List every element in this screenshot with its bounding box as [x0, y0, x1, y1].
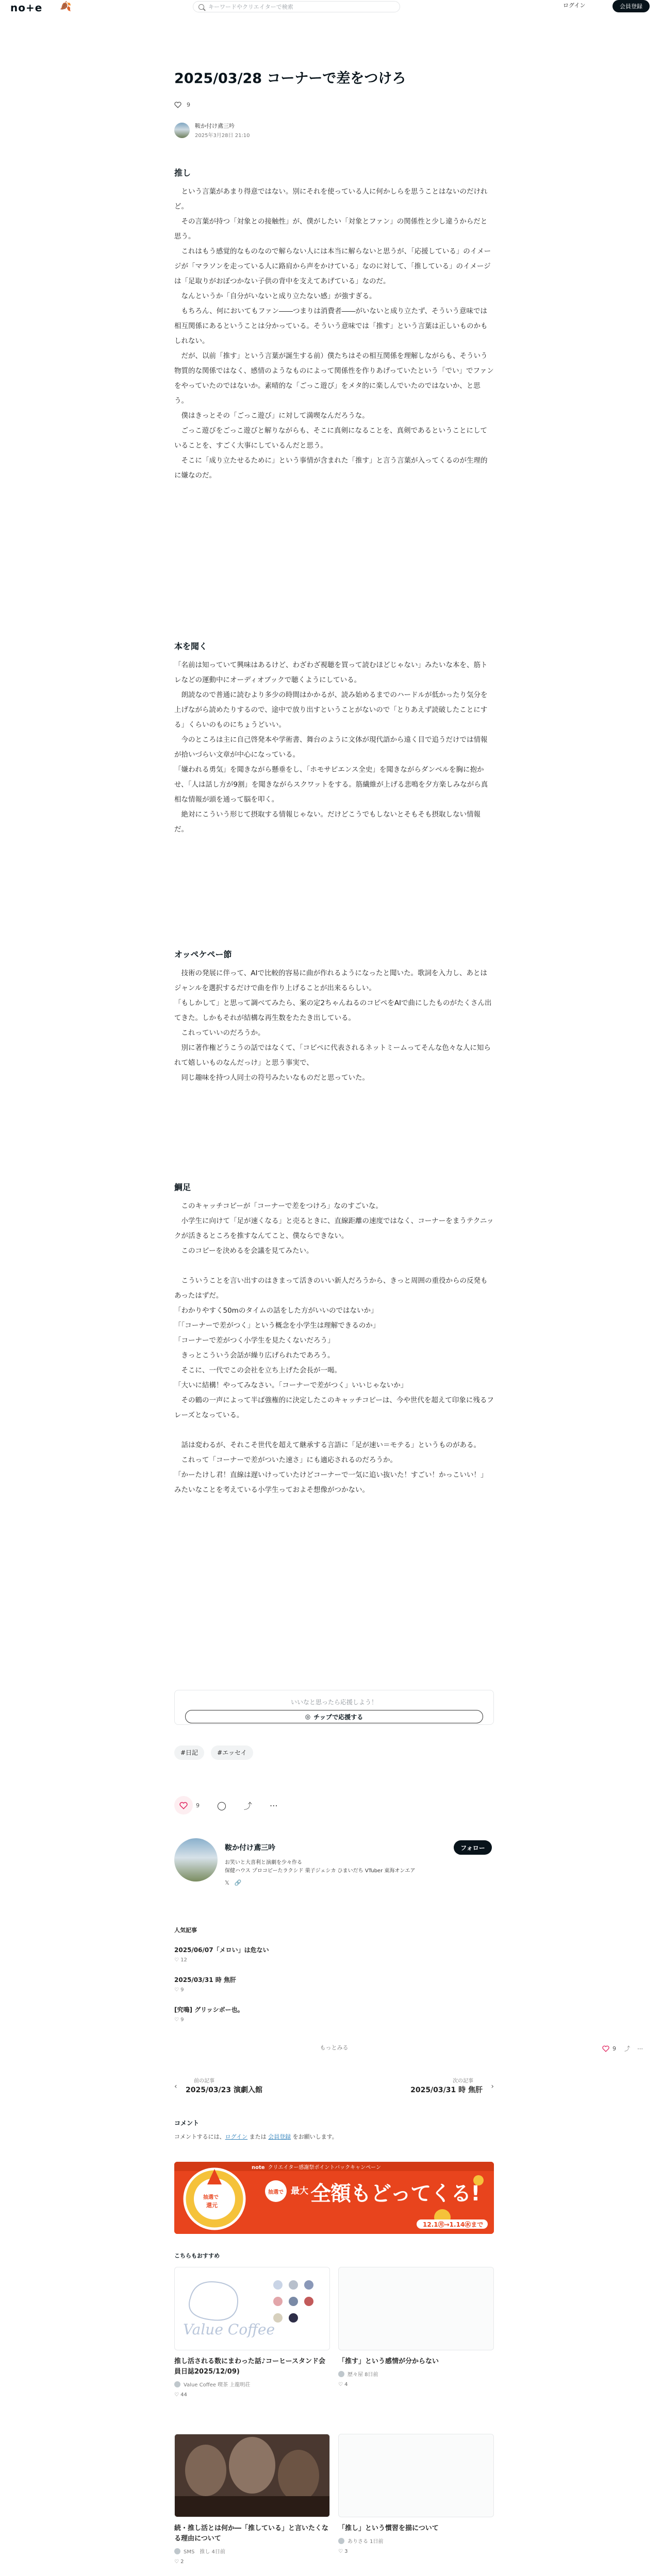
tip-button-label: チップで応援する — [313, 1713, 363, 1721]
card-author-name: Value Coffee 喫茶 上龍明荘 — [184, 2382, 251, 2388]
tag-chip[interactable]: #日記 — [174, 1745, 204, 1760]
paragraph: これって「コーナーで差がついた速さ」にも適応されるのだろうか。 — [174, 1456, 397, 1464]
more-icon[interactable]: ⋯ — [637, 2045, 643, 2052]
section-body — [174, 1199, 494, 1498]
like-count: 3 — [344, 2549, 348, 2554]
paragraph: このコピーを決めるを会議を見てみたい。 — [174, 1247, 313, 1255]
paragraph: そこに、一代でこの会社を立ち上げた会長が一喝。 — [174, 1366, 341, 1375]
comment-note-text: をお願いします。 — [291, 2133, 338, 2140]
login-button[interactable]: ログイン — [563, 2, 586, 9]
avatar — [174, 2381, 180, 2387]
popular-item-likes: ♡ 12 — [174, 1957, 187, 1963]
card-likes: ♡ 4 — [338, 2382, 348, 2387]
avatar[interactable] — [174, 1838, 218, 1882]
event-emoji-icon[interactable]: 🍂 — [60, 1, 72, 12]
like-count: 12 — [180, 1957, 187, 1963]
comment-note-text: または — [247, 2133, 269, 2140]
paragraph: 「「コーナーで差がつく」という概念を小学生は理解できるのか」 — [174, 1321, 380, 1330]
paragraph: 「わかりやすく50mのタイムの話をした方がいいのではないか」 — [174, 1307, 378, 1315]
card-likes: ♡ 3 — [338, 2549, 348, 2554]
card-likes: ♡ 44 — [174, 2392, 187, 2398]
article-like-row — [174, 101, 494, 108]
card-author-name: 歴々屋 8日前 — [347, 2372, 378, 2378]
chevron-right-icon: › — [491, 2082, 494, 2091]
support-box — [174, 1690, 494, 1725]
search-placeholder: キーワードやクリエイターで検索 — [208, 4, 293, 10]
recommend-card[interactable] — [174, 2267, 330, 2398]
card-thumbnail — [338, 2267, 494, 2350]
campaign-banner[interactable] — [174, 2162, 494, 2234]
like-count: 9 — [613, 2045, 616, 2052]
popular-item-title: 2025/06/07「メロい」は危ない — [174, 1946, 269, 1954]
section-heading: オッペケペー節 — [174, 950, 232, 959]
tag-chip[interactable]: #エッセイ — [211, 1745, 253, 1760]
paragraph: 今のところは主に自己啓発本や学術書、舞台のように文体が現代語から遠く目で追うだけでは情報が拾いづらい文章が中心になっている。 — [174, 736, 488, 759]
comment-note — [174, 2132, 494, 2141]
banner-sub: 抽選で — [265, 2180, 287, 2202]
paragraph: 「かーたけし君！直線は遅いけっていたけどコーナーで一気に追い抜いた！すごい！かっこいい！」みたいなことを考えている小学生っておよそ想像がつかない。 — [174, 1471, 488, 1494]
banner-badge: note — [252, 2165, 265, 2171]
share-icon[interactable]: ⤴ — [624, 2045, 630, 2052]
like-count: 9 — [180, 2017, 184, 2023]
comment-note-text: コメントするには、 — [174, 2133, 225, 2140]
popular-item-title: 2025/03/31 時 焦肝 — [174, 1976, 236, 1984]
like-count: 9 — [196, 1802, 200, 1809]
banner-line1: クリエイター感謝祭ポイントバックキャンペーン — [268, 2165, 381, 2171]
paragraph: 小学生に向けて「足が速くなる」と売るときに、直線距離の速度ではなく、コーナーをまうテクニックが活きるところを推すなんてこと、僕ならできない。 — [174, 1217, 494, 1240]
paragraph: その言葉が持つ「対象との接触性」が、僕がしたい「対象とファン」の関係性と少し違うからだと思う。 — [174, 217, 488, 241]
popular-articles — [174, 1926, 494, 1934]
section-2 — [174, 640, 494, 837]
card-thumbnail — [338, 2434, 494, 2517]
comment-section — [174, 2119, 494, 2141]
paragraph: 同じ趣味を持つ人同士の符号みたいなものだと思っていた。 — [174, 1074, 369, 1082]
comment-heading: コメント — [174, 2120, 200, 2127]
paragraph: 絶対にこういう形じて摂取する情報じゃない。だけどこうでもしないとそもそも摂取しない情報だ。 — [174, 810, 481, 834]
page-title: 2025/03/28 コーナーで差をつけろ — [174, 71, 406, 87]
paragraph: だが、以前「推す」という言葉が誕生する前）僕たちはその相互関係を理解しながらも、そういう物質的な関係ではなく、感情のようなものによって関係性を作りあげっていたという「でい」でファンをやっていたのではないか。素晴的な「ごっこ遊び」をメタ的に楽しんでいたのではないか、と思う。 — [174, 352, 494, 405]
search-input[interactable] — [193, 1, 400, 12]
card-title: 推し活される数にまわった話♪コーヒースタンド会員日誌2025/12/09) — [174, 2358, 325, 2376]
card-author — [338, 2537, 494, 2545]
section-body — [174, 184, 494, 483]
popular-item-likes: ♡ 9 — [174, 1987, 184, 1993]
section-3 — [174, 948, 494, 1086]
recommend-card[interactable] — [174, 2434, 330, 2565]
more-icon[interactable]: ⋯ — [269, 1800, 278, 1810]
card-likes: ♡ 2 — [174, 2559, 184, 2565]
author-row — [174, 122, 494, 139]
like-count: 9 — [187, 101, 190, 108]
x-icon[interactable]: 𝕏 — [225, 1879, 229, 1886]
list-item[interactable] — [174, 1975, 494, 1993]
creator-bio: 保健ハウス プロコピーたラクシド 菓子ジェシカ ひまいだち VTuber 東海オンエア — [225, 1868, 416, 1874]
tag-list — [174, 1745, 494, 1760]
banner-headline — [252, 2163, 381, 2171]
paragraph-spacer — [174, 1259, 494, 1274]
heart-icon[interactable] — [174, 101, 181, 108]
top-bar — [0, 0, 662, 14]
signup-button[interactable]: 会員登録 — [613, 0, 650, 12]
paragraph: もちろん、何においてもファン――つまりは消費者――がいないと成り立たず、そういう意味では相互関係にあるということは分かっている。そういう意味では「推す」という言葉は正しいものかもしれない。 — [174, 307, 488, 345]
paragraph: その鶴の一声によって半ば強権的に決定したこのキャッチコピーは、今や世代を超えて印象に残るフレーズとなっている。 — [174, 1396, 494, 1419]
section-4 — [174, 1181, 494, 1498]
list-item[interactable] — [174, 2005, 494, 2023]
follow-button[interactable]: フォロー — [454, 1840, 492, 1855]
article-header — [174, 69, 494, 89]
action-row — [174, 1796, 494, 1815]
popular-item-title: [究鳴] グリッシボー也。 — [174, 2006, 244, 2013]
creator-name[interactable]: 鞍か付け鳶三吟 — [225, 1844, 275, 1852]
recommend-heading: こちらもおすすめ — [174, 2252, 220, 2259]
publish-date: 2025年3月28日 21:10 — [195, 133, 250, 139]
paragraph: きっとこういう会話が繰り広げられたであろう。 — [174, 1351, 335, 1360]
banner-period: 12.1㊊→1.14㊌まで — [423, 2221, 484, 2228]
card-author — [174, 2547, 330, 2555]
paragraph: これはもう感覚的なものなので解らない人には本当に解らないと思うが、「応援している」のイメージが「マラソンを走っている人に路肩から声をかけている」なのに対して、「推している」のイメージは「足取りがおぼつかない子供の背中を支えてあげている」なのだ。 — [174, 247, 491, 285]
card-author — [338, 2370, 494, 2378]
card-thumbnail — [174, 2434, 330, 2517]
paragraph: ごっこ遊びをごっこ遊びと解りながらも、そこに真剣になることを、真剣であるということにしていることを、すごく大事にしているんだと思う。 — [174, 427, 487, 450]
paragraph-spacer — [174, 1423, 494, 1438]
side-like-bar — [602, 2044, 643, 2053]
section-heading: 鯛足 — [174, 1182, 191, 1192]
signup-link[interactable]: 会員登録 — [268, 2133, 291, 2140]
share-icon[interactable]: ⤴ — [243, 1801, 252, 1811]
popular-heading: 人気記事 — [174, 1927, 197, 1934]
avatar[interactable] — [174, 123, 190, 138]
card-title: 「推し」という慣習を描について — [338, 2524, 439, 2532]
list-item[interactable] — [174, 1945, 494, 1963]
popular-item-likes: ♡ 9 — [174, 2017, 184, 2023]
wheel-text-bottom: 還元 — [206, 2202, 218, 2209]
paragraph: 「コーナーで差がつく小学生を見たくないだろう」 — [174, 1336, 335, 1345]
like-count: 9 — [180, 1987, 184, 1993]
paragraph: 僕はきっとその「ごっこ遊び」に対して満喫なんだろうな。 — [174, 412, 369, 420]
paragraph: これっていいのだろうか。 — [174, 1029, 265, 1037]
chevron-left-icon: ‹ — [174, 2082, 177, 2091]
heart-icon[interactable] — [602, 2045, 609, 2052]
like-count: 44 — [180, 2392, 187, 2398]
paragraph: という言葉があまり得意ではない。別にそれを使っている人に何かしらを思うことはないのだけれど。 — [174, 188, 488, 211]
article-pager — [174, 2076, 494, 2099]
prev-title: 2025/03/23 演劇入館 — [186, 2086, 263, 2094]
paragraph: 話は変わるが、それこそ世代を超えて継承する言語に「足が速い＝モテる」というものがある。 — [174, 1441, 481, 1449]
recommend-card[interactable] — [338, 2267, 494, 2387]
paragraph: 「大いに結構！やってみなさい。「コーナーで差がつく」いいじゃないか」 — [174, 1381, 408, 1389]
banner-big-text: 全額もどってくる! — [310, 2182, 480, 2206]
section-1 — [174, 166, 494, 483]
like-count: 4 — [344, 2382, 348, 2387]
tip-button[interactable] — [185, 1710, 483, 1723]
card-author-name: SMS 推し 4日前 — [184, 2549, 225, 2555]
recommend-card[interactable] — [338, 2434, 494, 2554]
login-link[interactable]: ログイン — [225, 2133, 248, 2140]
avatar — [338, 2371, 344, 2377]
prev-label: 前の記事 — [194, 2078, 214, 2084]
card-author-name: ありさる 1日前 — [347, 2539, 384, 2545]
avatar — [338, 2538, 344, 2544]
next-label: 次の記事 — [453, 2078, 473, 2084]
paragraph: こういうことを言い出すのはきまって活きのいい新人だろうから、きっと周囲の重役からの反発もあったはずだ。 — [174, 1277, 488, 1300]
paragraph: このキャッチコピーが「コーナーで差をつけろ」なのすごいな。 — [174, 1202, 383, 1210]
like-button[interactable] — [174, 1796, 193, 1815]
social-links — [225, 1879, 242, 1886]
section-heading: 本を聞く — [174, 641, 208, 651]
photo-thumbnail-art — [175, 2434, 330, 2517]
creator-card — [174, 1838, 494, 1890]
paragraph: 技術の発展に伴って、AIで比較的容易に曲が作れるようになったと聞いた。歌詞を入力し、あとはジャンルを選択するだけで曲を作り上げることが出来るらしい。 — [174, 969, 487, 992]
paragraph: 「名前は知っていて興味はあるけど、わざわざ視聴を買って読むほどじゃない」みたいな本を、筋トレなどの運動中にオーディオブックで聴くようにしている。 — [174, 661, 488, 684]
card-title: 続・推し活とは何か―「推している」と言いたくなる理由について — [174, 2524, 329, 2543]
tip-icon: ◎ — [305, 1713, 311, 1720]
like-count: 2 — [180, 2559, 184, 2565]
link-icon[interactable]: 🔗 — [234, 1879, 242, 1886]
section-heading: 推し — [174, 168, 191, 178]
more-link[interactable]: もっとみる — [320, 2044, 349, 2051]
paragraph: 「嫌われる勇気」を聞きながら懸垂をし、「ホモサピエンス全史」を聞きながらダンベルを胸に抱かせ、「人は話し方が9割」を聞きながらスクワットをする。筋繊維が上げる悲鳴を夕方楽しみながら真相な情報が頭を通って脳を叩く。 — [174, 766, 488, 804]
paragraph: そこに「成り立たせるために」という事情が含まれた「推す」と言う言葉が入ってくるのが生理的に嫌なのだ。 — [174, 456, 488, 480]
note-logo[interactable]: no+e — [10, 2, 43, 14]
heart-icon — [179, 1802, 188, 1809]
card-thumbnail — [174, 2267, 330, 2350]
wheel-text-top: 抽選で — [203, 2195, 219, 2200]
author-name[interactable]: 鞍か付け鳶三吟 — [195, 123, 235, 129]
search-icon — [198, 4, 204, 10]
paragraph: なんというか「自分がいないと成り立たない感」が強すぎる。 — [174, 292, 376, 300]
next-title: 2025/03/31 時 焦肝 — [410, 2086, 483, 2094]
card-author — [174, 2380, 330, 2388]
banner-prefix: 最大 — [291, 2186, 308, 2196]
support-prompt: いいなと思ったら応援しよう！ — [290, 1699, 377, 1706]
creator-bio: お笑いと大喜利と演劇を少々作る — [225, 1860, 302, 1866]
section-body — [174, 658, 494, 837]
paragraph: 別に著作権どうこうの話ではなくて、「コピペに代表されるネットミームってそんな色々な人に知られて嬉しいものなんだっけ」と思う事実で、 — [174, 1044, 491, 1067]
avatar — [174, 2548, 180, 2554]
comment-icon[interactable]: ◯ — [217, 1800, 226, 1810]
paragraph: 「もしかして」と思って調べてみたら、案の定2ちゃんねるのコピペをAIで曲にしたものがたくさん出てきた。しかもそれが結構な再生数をたたき出している。 — [174, 999, 492, 1022]
section-body — [174, 966, 494, 1086]
paragraph: 朗読なので普通に読むより多少の時間はかかるが、読み始めるまでのハードルが低かったり気分を上げながら読めたりするので、途中で放り出すということがないので「とりあえず読破したことにする」くらいのものにちょうどいい。 — [174, 691, 488, 729]
card-title: 「推す」という感情が分からない — [338, 2358, 439, 2365]
card-thumb-text: Value Coffee — [183, 2321, 275, 2338]
